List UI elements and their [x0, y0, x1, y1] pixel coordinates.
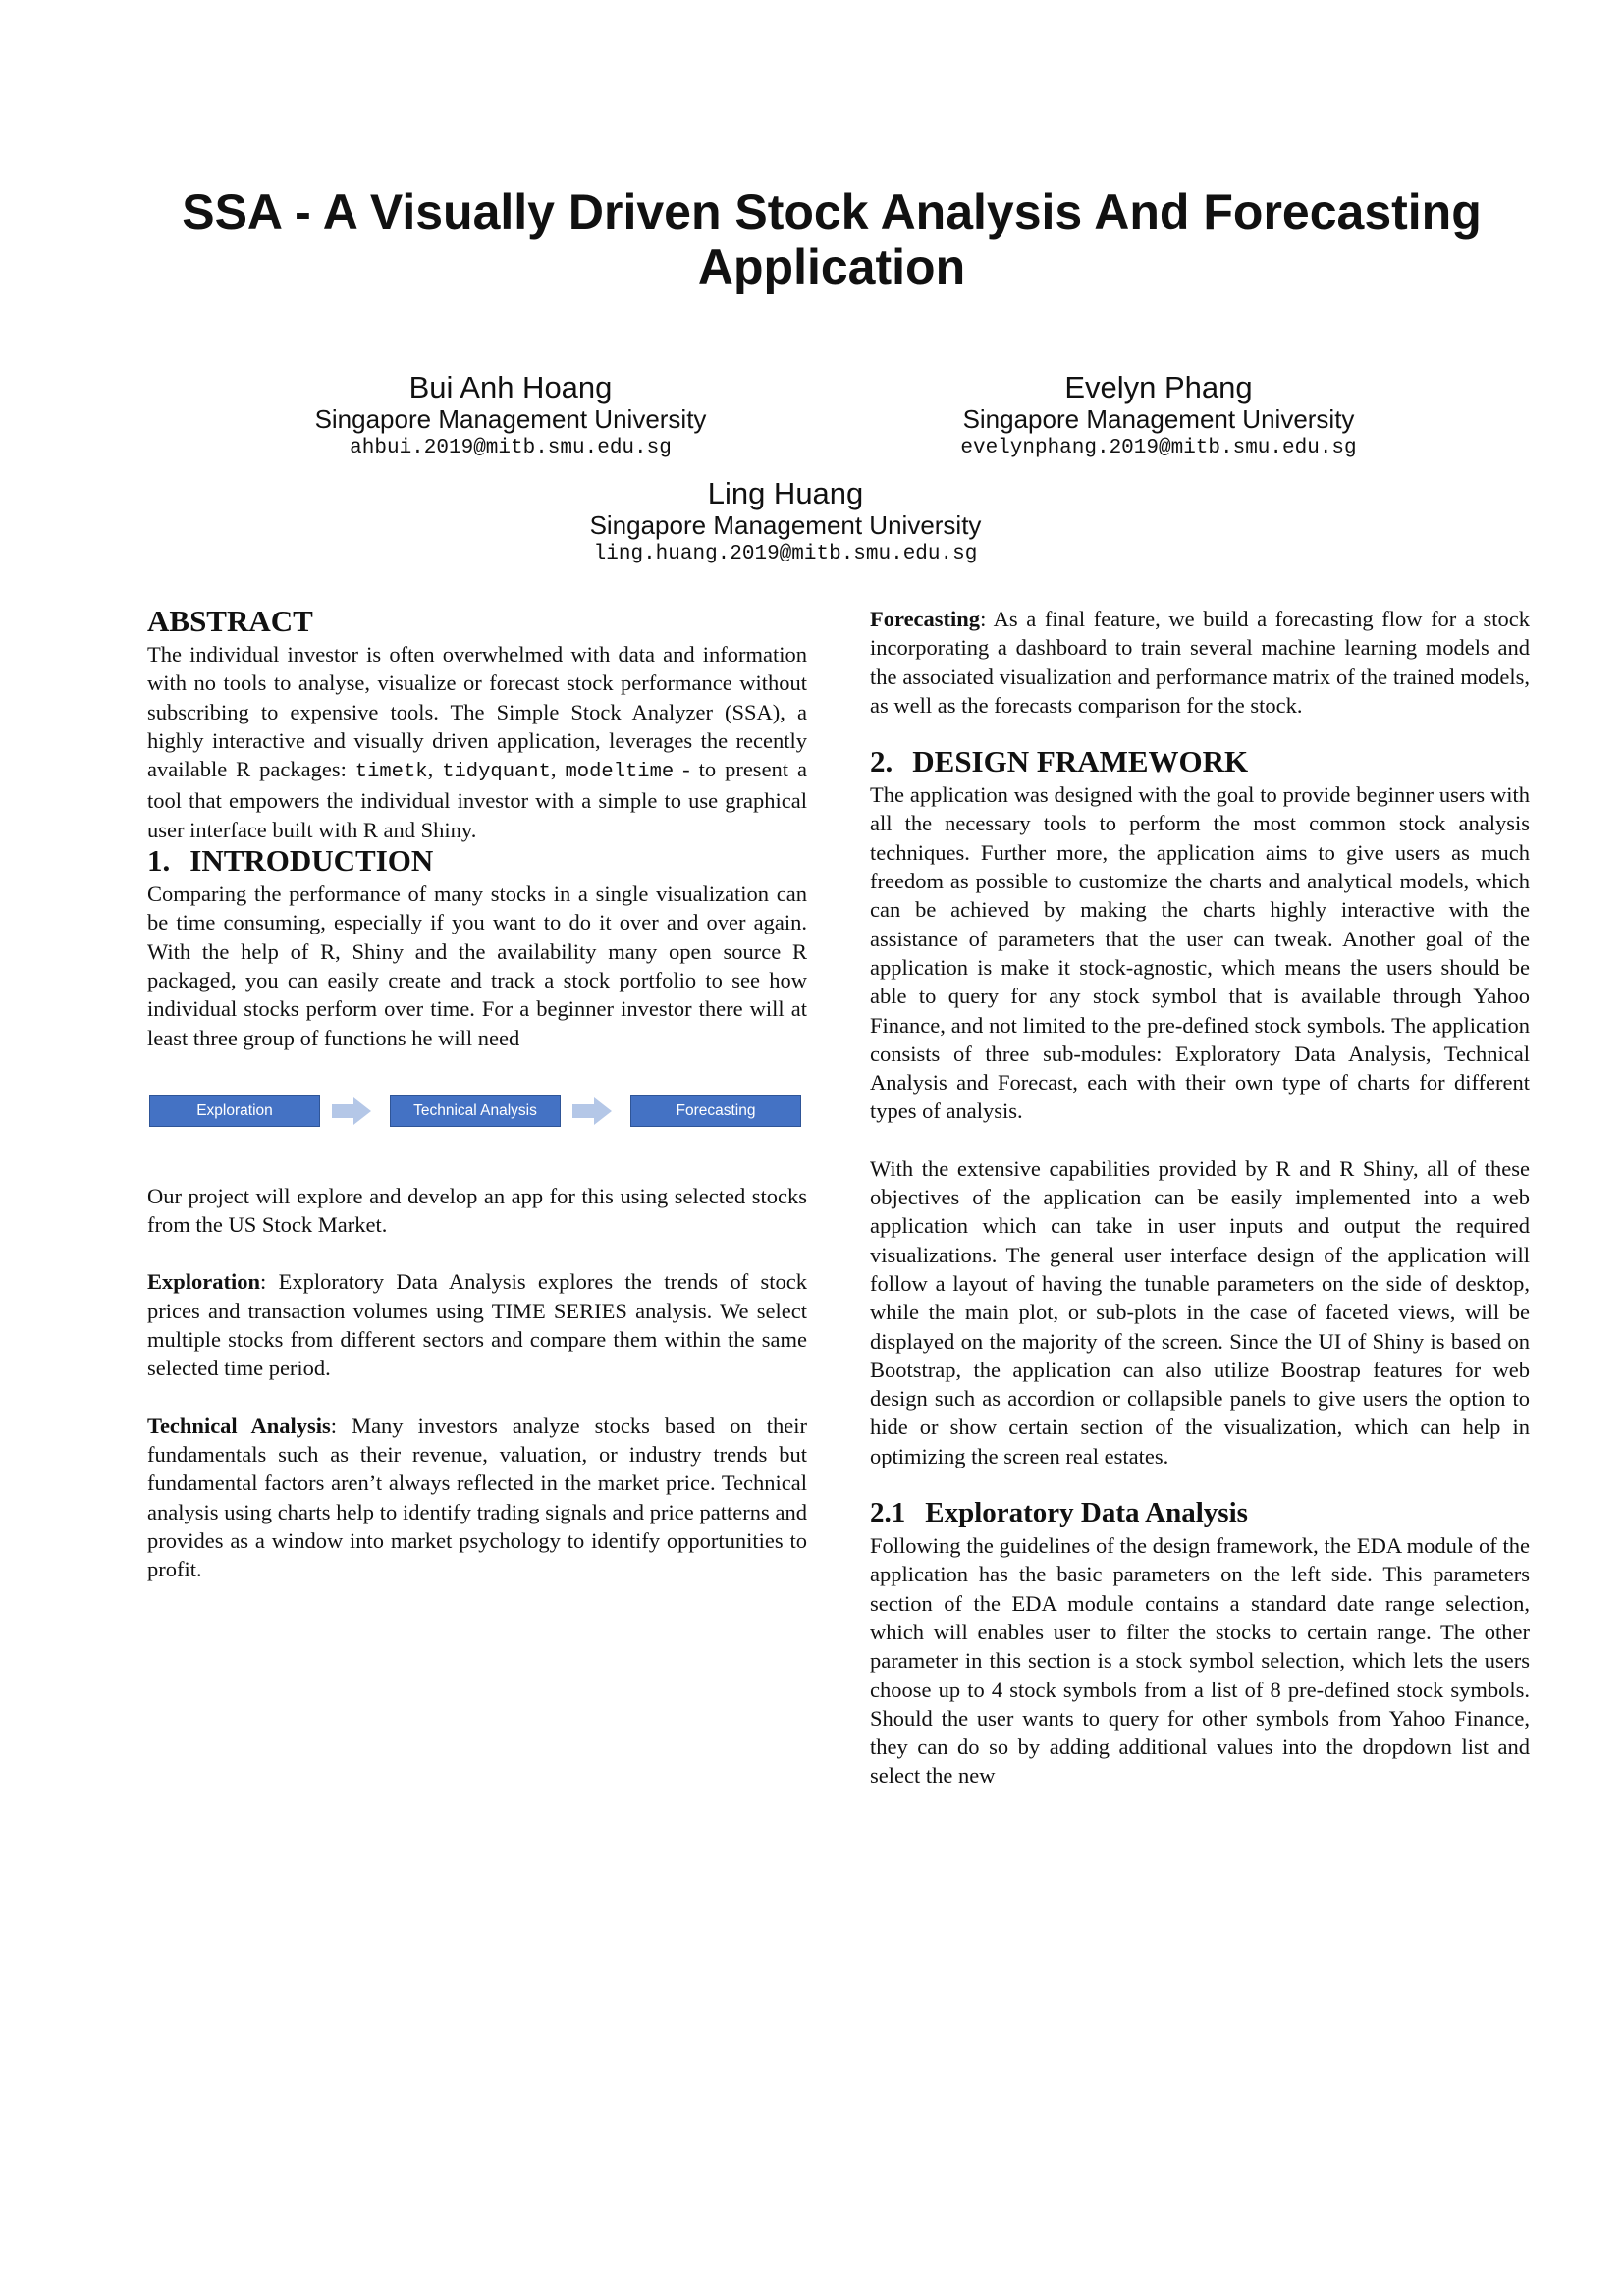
- author-2: [913, 371, 1404, 463]
- author-1: [265, 371, 756, 463]
- author-affiliation: Singapore Management University: [314, 404, 707, 434]
- paragraph-label: Exploration: [147, 1269, 261, 1295]
- section-title: DESIGN FRAMEWORK: [912, 744, 1249, 779]
- right-column: [870, 605, 1530, 1790]
- intro-paragraph: Our project will explore and develop an app for this using selected stocks from the US Stock Market.: [147, 1183, 807, 1238]
- arrow-right-icon: [572, 1097, 612, 1125]
- exploration-paragraph: [147, 1267, 807, 1382]
- abstract-text-part: - to present a tool that empowers the individual investor with a simple to use graphical user interface built with R and Shiny.: [147, 757, 807, 842]
- paragraph-label: Forecasting: [870, 607, 981, 631]
- design-paragraph: With the extensive capabilities provided by R and R Shiny, all of these objectives of the application can be easily implemented into a web application which can take in user inputs and output the required visualizations. The general user interface design of the application will follow a layout of having the tunable parameters on the side of desktop, while the main plot, or sub-plots in the case of faceted views, will be displayed on the majority of the screen. Since the UI of Shiny is based on Bootstrap, the application can also utilize Boostrap features for web design such as accordion or collapsible panels to give users the option to hide or show certain section of the visualization, which can help in optimizing the screen real estates.: [870, 1155, 1530, 1468]
- workflow-diagram: [147, 1095, 807, 1135]
- author-affiliation: Singapore Management University: [589, 510, 982, 540]
- forecasting-paragraph: [870, 605, 1530, 720]
- paper-title: SSA - A Visually Driven Stock Analysis And Forecasting Application: [182, 185, 1482, 294]
- paragraph-text: : As a final feature, we build a forecasting flow for a stock incorporating a dashboard to train several machine learning models and the associated visualization and performance matrix of the trained models, as well as the forecasts comparison for the stock.: [870, 607, 1530, 718]
- author-email: evelynphang.2019@mitb.smu.edu.sg: [960, 437, 1357, 459]
- technical-analysis-paragraph: [147, 1412, 807, 1584]
- arrow-right-icon: [332, 1097, 371, 1125]
- abstract-heading: ABSTRACT: [147, 604, 313, 638]
- separator: ,: [550, 757, 566, 782]
- paragraph-label: Technical Analysis: [147, 1413, 331, 1438]
- flow-box-exploration: Exploration: [149, 1095, 320, 1127]
- author-3: [540, 477, 1031, 569]
- left-column: [147, 605, 807, 1583]
- section-heading-introduction: [147, 844, 807, 878]
- section-number: 2.1: [870, 1497, 906, 1529]
- subsection-heading-eda: [870, 1496, 1530, 1529]
- paragraph-text: : Many investors analyze stocks based on their fundamentals such as their revenue, valuation, or industry trends but fundamental factors aren’t always reflected in the market price. Technical analysis using charts help to identify trading signals and price patterns and provides as a window into market psychology to identify opportunities to profit.: [147, 1413, 807, 1582]
- author-name: Evelyn Phang: [1064, 370, 1253, 404]
- separator: ,: [427, 757, 443, 782]
- abstract-text: [147, 640, 807, 844]
- author-name: Bui Anh Hoang: [408, 370, 613, 404]
- flow-box-technical-analysis: Technical Analysis: [390, 1095, 561, 1127]
- paragraph-text: : Exploratory Data Analysis explores the trends of stock prices and transaction volumes using TIME SERIES analysis. We select multiple stocks from different sectors and compare them within the same selected time period.: [147, 1269, 807, 1381]
- section-number: 2.: [870, 744, 893, 779]
- abstract-text-part: The individual investor is often overwhelmed with data and information with no tools to analyse, visualize or forecast stock performance without subscribing to expensive tools. The Simple Stock Analyzer (SSA), a highly interactive and visually driven application, leverages the recently available R packages:: [147, 642, 807, 782]
- author-name: Ling Huang: [707, 476, 864, 510]
- package-name: modeltime: [565, 761, 675, 784]
- section-number: 1.: [147, 843, 171, 879]
- package-name: timetk: [354, 761, 428, 784]
- intro-paragraph: Comparing the performance of many stocks in a single visualization can be time consuming, especially if you want to do it over and over again. With the help of R, Shiny and the availability many open source R packaged, you can easily create and track a stock portfolio to see how individual stocks perform over time. For a beginner investor there will at least three group of functions he will need: [147, 881, 807, 1050]
- eda-paragraph: Following the guidelines of the design framework, the EDA module of the application has the basic parameters on the left side. This parameters section of the EDA module contains a standard date range selection, which will enables user to filter the stocks to certain range. The other parameter in this section is a stock symbol selection, which lets the users choose up to 4 stock symbols from a list of 8 pre-defined stock symbols. Should the user wants to query for other symbols from Yahoo Finance, they can do so by adding additional values into the dropdown list and select the new: [870, 1533, 1530, 1789]
- section-title: INTRODUCTION: [189, 843, 434, 879]
- design-paragraph: The application was designed with the goal to provide beginner users with all the necessary tools to perform the most common stock analysis techniques. Further more, the application aims to give users as much freedom as possible to customize the charts and analytical models, which can be achieved by making the charts highly interactive with the assistance of parameters that the user can tweak. Another goal of the application is make it stock-agnostic, which means the users should be able to query for any stock symbol that is available through Yahoo Finance, and not limited to the pre-defined stock symbols. The application consists of three sub-modules: Exploratory Data Analysis, Technical Analysis and Forecast, each with their own type of charts for different types of analysis.: [870, 782, 1530, 1124]
- package-name: tidyquant: [442, 761, 551, 784]
- section-title: Exploratory Data Analysis: [925, 1497, 1248, 1529]
- author-affiliation: Singapore Management University: [962, 404, 1355, 434]
- author-email: ling.huang.2019@mitb.smu.edu.sg: [593, 543, 978, 565]
- author-email: ahbui.2019@mitb.smu.edu.sg: [350, 437, 672, 459]
- flow-box-forecasting: Forecasting: [630, 1095, 801, 1127]
- section-heading-design-framework: [870, 745, 1530, 778]
